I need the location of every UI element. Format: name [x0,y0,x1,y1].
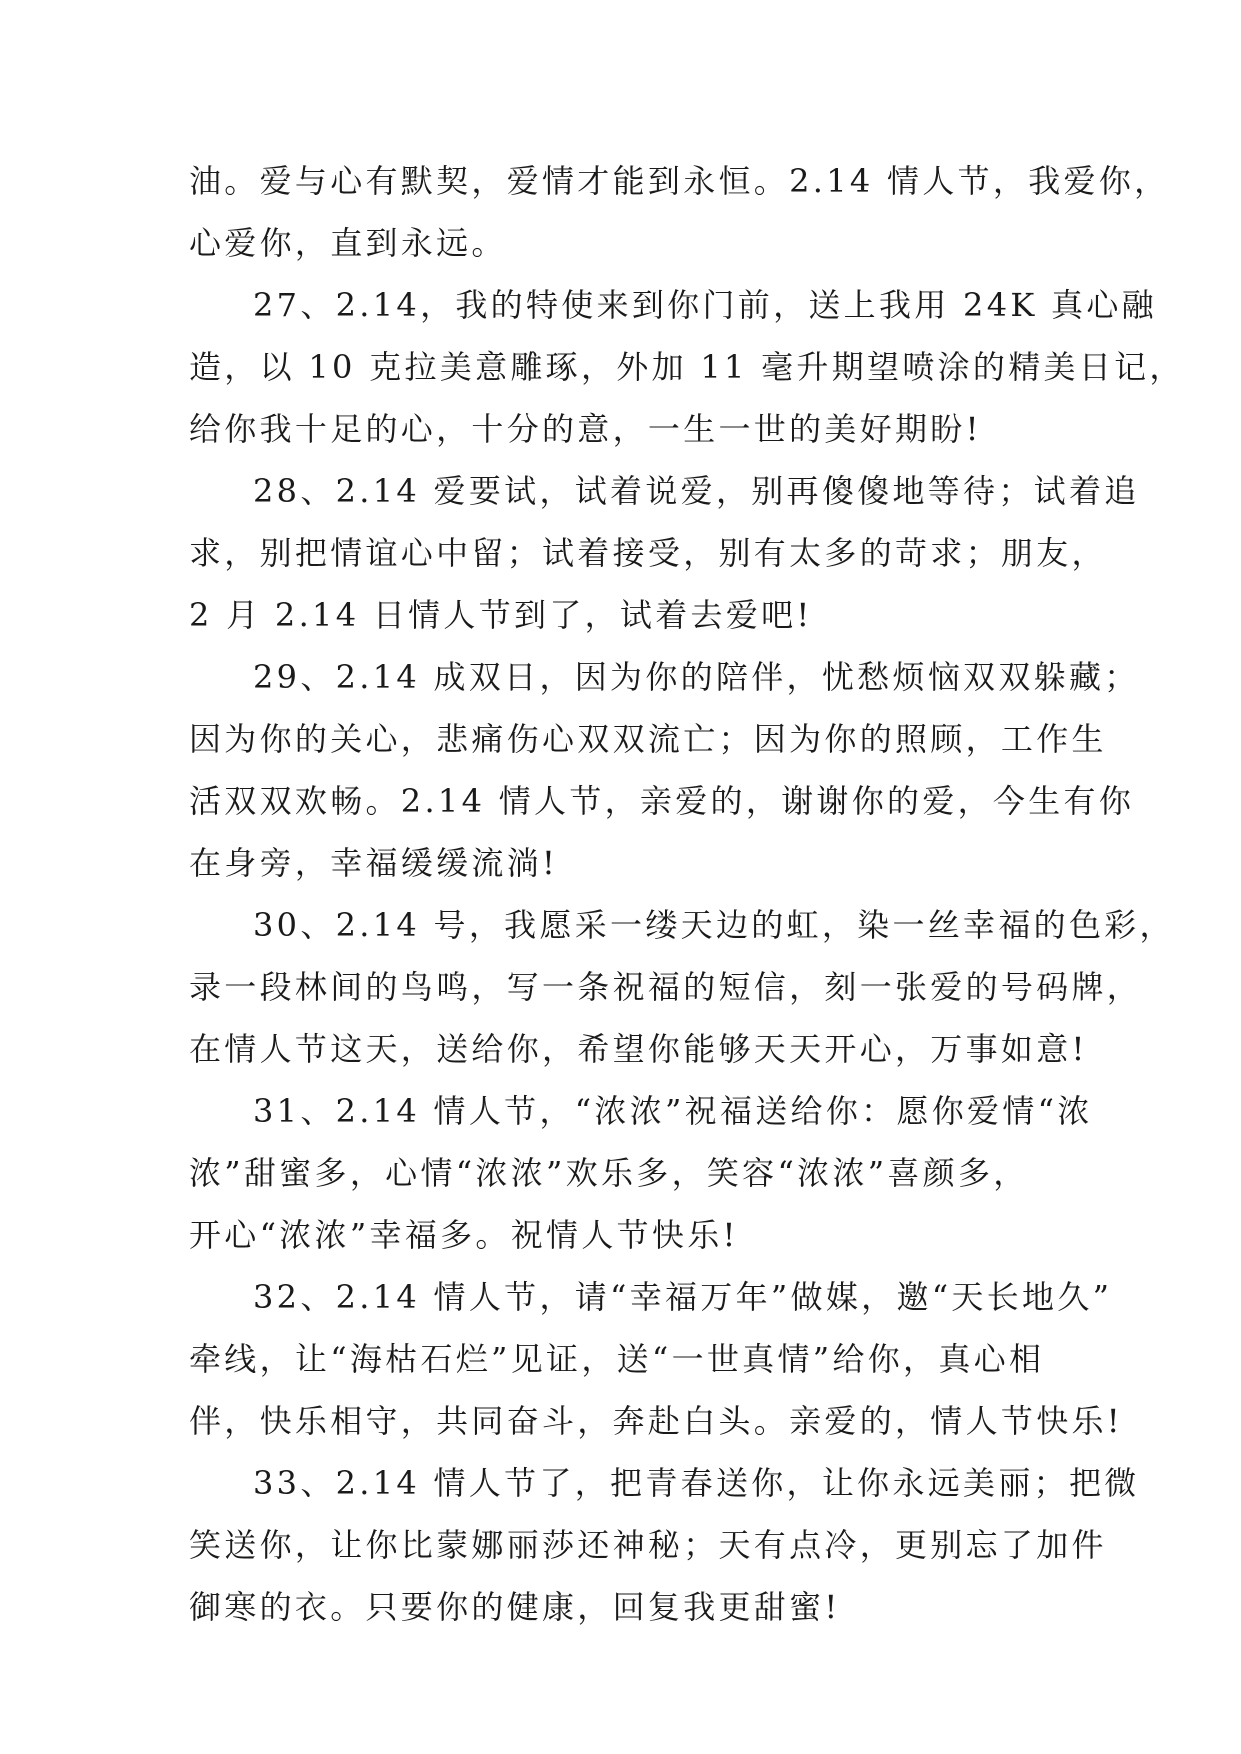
paragraph-start-29: 29、2.14 成双日，因为你的陪伴，忧愁烦恼双双躲藏； [253,658,1140,696]
text-line: 心爱你，直到永远。 [189,224,507,262]
text-line: 伴，快乐相守，共同奋斗，奔赴白头。亲爱的，情人节快乐! [189,1402,1123,1440]
text-line: 在身旁，幸福缓缓流淌! [189,844,559,882]
text-line: 牵线，让“海枯石烂”见证，送“一世真情”给你，真心相 [189,1340,1045,1378]
text-line: 在情人节这天，送给你，希望你能够天天开心，万事如意! [189,1030,1088,1068]
text-line: 求，别把情谊心中留；试着接受，别有太多的苛求；朋友， [189,534,1107,572]
text-line: 因为你的关心，悲痛伤心双双流亡；因为你的照顾，工作生 [189,720,1107,758]
paragraph-start-33: 33、2.14 情人节了，把青春送你，让你永远美丽；把微 [253,1464,1140,1502]
paragraph-start-32: 32、2.14 情人节，请“幸福万年”做媒，邀“天长地久” [253,1278,1113,1316]
text-line: 2 月 2.14 日情人节到了，试着去爱吧! [189,596,813,634]
paragraph-start-28: 28、2.14 爱要试，试着说爱，别再傻傻地等待；试着追 [253,472,1140,510]
paragraph-start-30: 30、2.14 号，我愿采一缕天边的虹，染一丝幸福的色彩， [253,906,1175,944]
text-line: 浓”甜蜜多，心情“浓浓”欢乐多，笑容“浓浓”喜颜多， [189,1154,1029,1192]
text-line: 开心“浓浓”幸福多。祝情人节快乐! [189,1216,739,1254]
text-line: 笑送你，让你比蒙娜丽莎还神秘；天有点冷，更别忘了加件 [189,1526,1107,1564]
text-line: 造，以 10 克拉美意雕琢，外加 11 毫升期望喷涂的精美日记， [189,348,1185,386]
text-line: 御寒的衣。只要你的健康，回复我更甜蜜! [189,1588,841,1626]
text-line: 油。爱与心有默契，爱情才能到永恒。2.14 情人节，我爱你， [189,162,1170,200]
document-page [189,150,1185,1638]
text-line: 活双双欢畅。2.14 情人节，亲爱的，谢谢你的爱，今生有你 [189,782,1135,820]
text-line: 录一段林间的鸟鸣，写一条祝福的短信，刻一张爱的号码牌， [189,968,1143,1006]
paragraph-start-31: 31、2.14 情人节，“浓浓”祝福送给你：愿你爱情“浓 [253,1092,1093,1130]
text-line: 给你我十足的心，十分的意，一生一世的美好期盼! [189,410,982,448]
paragraph-start-27: 27、2.14，我的特使来到你门前，送上我用 24K 真心融 [253,286,1157,324]
